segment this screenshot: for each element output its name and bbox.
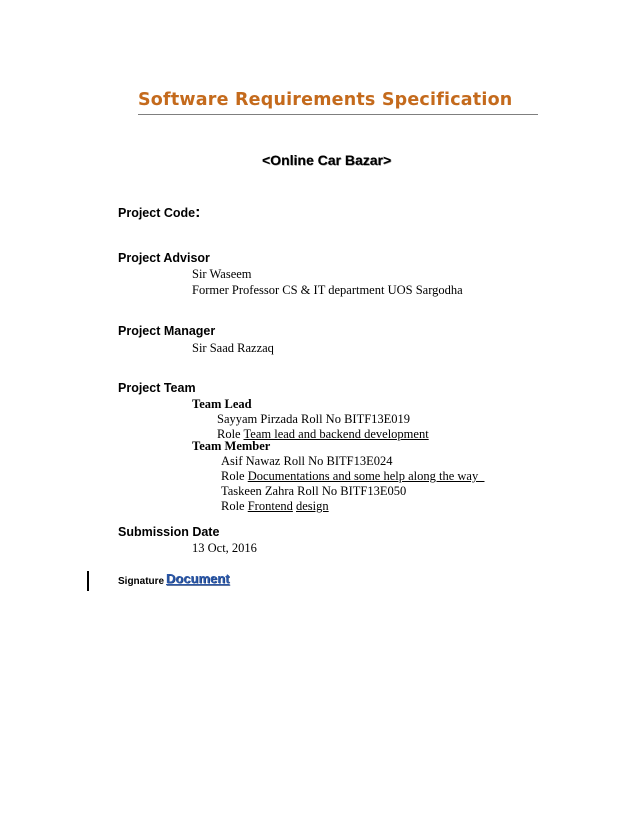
member1-role-text: Documentations and some help along the way bbox=[247, 469, 485, 483]
team-member-heading: Team Member bbox=[192, 439, 271, 453]
title-underline-rule bbox=[138, 114, 538, 115]
project-advisor-heading: Project Advisor bbox=[118, 251, 210, 265]
member2-role-frontend: Frontend bbox=[247, 499, 293, 513]
member1-role-prefix: Role bbox=[221, 469, 248, 483]
project-name: <Online Car Bazar> bbox=[262, 152, 392, 168]
member2-role-design: design bbox=[296, 499, 329, 513]
team-lead-heading: Team Lead bbox=[192, 397, 252, 411]
manager-name: Sir Saad Razzaq bbox=[192, 341, 274, 355]
project-manager-heading: Project Manager bbox=[118, 324, 216, 338]
advisor-detail: Former Professor CS & IT department UOS Sargodha bbox=[192, 283, 463, 297]
project-code-heading bbox=[118, 204, 200, 222]
document-title: Software Requirements Specification bbox=[138, 90, 513, 110]
team-lead-name: Sayyam Pirzada Roll No BITF13E019 bbox=[217, 412, 411, 426]
member1-role bbox=[221, 469, 484, 484]
margin-change-bar bbox=[87, 571, 89, 591]
submission-date-value: 13 Oct, 2016 bbox=[192, 541, 257, 555]
member2-role bbox=[221, 499, 329, 514]
member1-name: Asif Nawaz Roll No BITF13E024 bbox=[221, 454, 393, 468]
member2-name: Taskeen Zahra Roll No BITF13E050 bbox=[221, 484, 407, 498]
document-link[interactable]: Document bbox=[166, 571, 230, 586]
team-lead-role-prefix: Role bbox=[217, 427, 244, 441]
project-code-colon: : bbox=[195, 204, 201, 221]
signature-label: Signature bbox=[118, 576, 165, 587]
advisor-name: Sir Waseem bbox=[192, 267, 252, 281]
member2-role-prefix: Role bbox=[221, 499, 248, 513]
submission-date-heading: Submission Date bbox=[118, 525, 220, 539]
team-lead-role-text: Team lead and backend development bbox=[243, 427, 429, 441]
project-code-label: Project Code bbox=[118, 206, 196, 220]
project-team-heading: Project Team bbox=[118, 381, 196, 395]
